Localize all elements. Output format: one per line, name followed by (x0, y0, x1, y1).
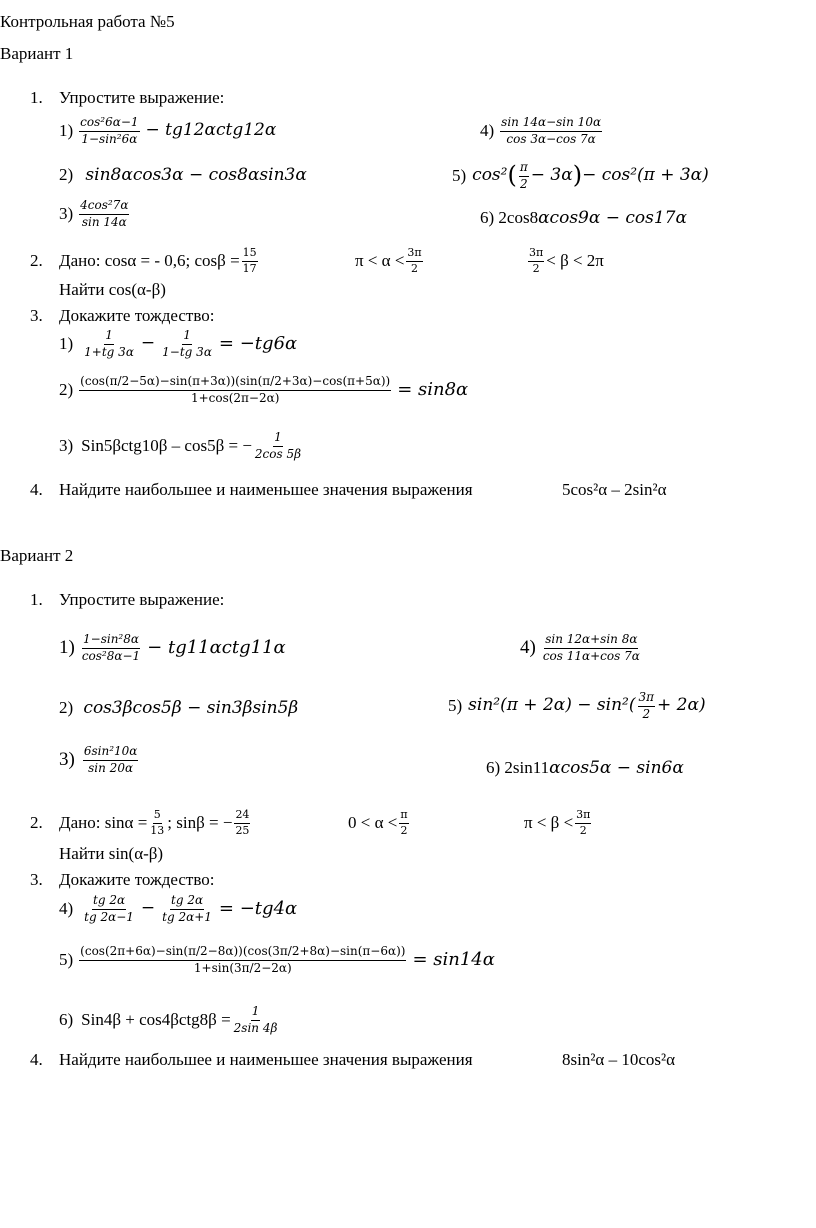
fraction: $\frac{3\pi}{2}$ (407, 246, 422, 275)
v2-task2-find: Найти sin(α-β) (59, 844, 164, 863)
fraction: $\frac{\text{4cos²7α}}{\sin 14\alpha}$ (80, 198, 129, 229)
v1-task2-given: 2. Дано: cosα = - 0,6; cosβ = $\frac{15}{17}$ π < α < $\frac{3\pi}{2}$ $\frac{3\pi}{2}$ < β < 2π (30, 246, 604, 275)
fraction: $\frac{3\pi}{2}$ (529, 246, 544, 275)
v1-identity-1: 1) $\frac{1}{1+tg 3\alpha}$ − $\frac{1}{1-tg 3\alpha}$ = −tg6α (59, 328, 298, 359)
variant-2-heading: Вариант 2 (0, 546, 74, 565)
fraction: $\frac{\pi}{2}$ (519, 160, 528, 191)
fraction: $\frac{\text{cos²6α−1}}{\text{1−sin²6α}}$ (80, 115, 139, 146)
v1-expr-5: 5) cos² ( $\frac{\pi}{2}$ − 3α ) − cos²(π + 3α) (452, 160, 709, 191)
fraction: $\frac{24}{25}$ (235, 808, 250, 837)
v2-expr-2: 2) cos3βcos5β − sin3βsin5β (59, 698, 299, 718)
v1-expr-2: 2) sin8αcos3α − cos8αsin3α (59, 165, 307, 185)
v1-expr-3: 3) $\frac{\text{4cos²7α}}{\sin 14\alpha}$ (59, 198, 129, 229)
v1-task3-text: Докажите тождество: (59, 306, 215, 325)
fraction: $\frac{tg 2\alpha}{tg 2\alpha-1}$ (84, 893, 134, 924)
page-title: Контрольная работа №5 (0, 12, 175, 31)
v2-task2-given: 2. Дано: sinα = $\frac{5}{13}$ ; sinβ = − $\frac{24}{25}$ 0 < α < $\frac{\pi}{2}$ π < β < $\frac{3\pi}{2}$ (30, 808, 591, 837)
v2-task1-text: Упростите выражение: (59, 590, 225, 609)
v1-task4-text: Найдите наибольшее и наименьшее значения выражения (59, 480, 473, 499)
fraction: $\frac{tg 2\alpha}{tg 2\alpha+1}$ (162, 893, 212, 924)
v2-identity-4: 4) $\frac{tg 2\alpha}{tg 2\alpha-1}$ − $\frac{tg 2\alpha}{tg 2\alpha+1}$ = −tg4α (59, 893, 298, 924)
v2-task3-text: Докажите тождество: (59, 870, 215, 889)
v2-expr-4: 4) $\frac{\sin 12\alpha+\sin 8\alpha}{\cos 11\alpha+\cos 7\alpha}$ (520, 632, 640, 663)
fraction: $\frac{(\cos(2\pi+6\alpha)-\sin(\pi/2-8\alpha))(\cos(3\pi/2+8\alpha)-\sin(\pi-6\alpha))}{1+\sin(3\pi/2-2\alpha)}$ (80, 944, 406, 975)
v1-expr-4: 4) $\frac{\sin 14\alpha-\sin 10\alpha}{\cos 3\alpha-\cos 7\alpha}$ (480, 115, 602, 146)
v2-task4-expr: 8sin²α – 10cos²α (562, 1050, 676, 1069)
v2-expr-5: 5) sin²(π + 2α) − sin²( $\frac{3\pi}{2}$ + 2α) (448, 690, 706, 721)
v1-expr-6: 6) 2cos8αcos9α − cos17α (480, 208, 687, 228)
fraction: $\frac{1}{1-tg 3\alpha}$ (162, 328, 212, 359)
fraction: $\frac{\pi}{2}$ (400, 808, 408, 837)
variant-1-heading: Вариант 1 (0, 44, 74, 63)
v2-task3-label: 3. (30, 870, 43, 889)
v2-expr-1: 1) $\frac{\text{1−sin²8α}}{\text{cos²8α−1}}$ − tg11αctg11α (59, 632, 286, 663)
fraction: $\frac{15}{17}$ (242, 246, 257, 275)
fraction: $\frac{1}{1+tg 3\alpha}$ (84, 328, 134, 359)
v1-task1-text: Упростите выражение: (59, 88, 225, 107)
fraction: $\frac{5}{13}$ (150, 808, 165, 837)
v2-task1-label: 1. (30, 590, 43, 609)
v1-task1-label: 1. (30, 88, 43, 107)
v1-task4-label: 4. (30, 480, 43, 499)
fraction: $\frac{\text{6sin²10α}}{\sin 20\alpha}$ (83, 744, 138, 775)
fraction: $\frac{1}{2\sin 4\beta}$ (233, 1004, 278, 1035)
v1-expr-1: 1) $\frac{\text{cos²6α−1}}{\text{1−sin²6α}}$ − tg12αctg12α (59, 115, 277, 146)
fraction: $\frac{(\cos(\pi/2-5\alpha)-\sin(\pi+3\alpha))(\sin(\pi/2+3\alpha)-\cos(\pi+5\alpha))}{1+\cos(2\pi-2\alpha)}$ (80, 374, 391, 405)
v2-identity-5: 5) $\frac{(\cos(2\pi+6\alpha)-\sin(\pi/2-8\alpha))(\cos(3\pi/2+8\alpha)-\sin(\pi-6\alpha))}{1+\sin(3\pi/2-2\alpha)}$ = sin14α (59, 944, 495, 975)
fraction: $\frac{\sin 12\alpha+\sin 8\alpha}{\cos 11\alpha+\cos 7\alpha}$ (542, 632, 640, 663)
fraction: $\frac{3\pi}{2}$ (576, 808, 591, 837)
fraction: $\frac{3\pi}{2}$ (638, 690, 655, 721)
v2-identity-6: 6) Sin4β + cos4βctg8β = $\frac{1}{2\sin 4\beta}$ (59, 1004, 278, 1035)
v1-identity-2: 2) $\frac{(\cos(\pi/2-5\alpha)-\sin(\pi+3\alpha))(\sin(\pi/2+3\alpha)-\cos(\pi+5\alpha))}{1+\cos(2\pi-2\alpha)}$ = sin8α (59, 374, 469, 405)
fraction: $\frac{\sin 14\alpha-\sin 10\alpha}{\cos 3\alpha-\cos 7\alpha}$ (501, 115, 602, 146)
v2-expr-6: 6) 2sin11αcos5α − sin6α (486, 758, 684, 778)
v1-identity-3: 3) Sin5βctg10β – cos5β = − $\frac{1}{2\cos 5\beta}$ (59, 430, 302, 461)
v1-task4-expr: 5cos²α – 2sin²α (562, 480, 667, 499)
v1-task2-find: Найти cos(α-β) (59, 280, 166, 299)
fraction: $\frac{1}{2\cos 5\beta}$ (254, 430, 302, 461)
v1-task3-label: 3. (30, 306, 43, 325)
fraction: $\frac{\text{1−sin²8α}}{\text{cos²8α−1}}$ (81, 632, 141, 663)
v2-task4-label: 4. (30, 1050, 43, 1069)
v2-expr-3: 3) $\frac{\text{6sin²10α}}{\sin 20\alpha}$ (59, 744, 138, 775)
v2-task4-text: Найдите наибольшее и наименьшее значения выражения (59, 1050, 473, 1069)
